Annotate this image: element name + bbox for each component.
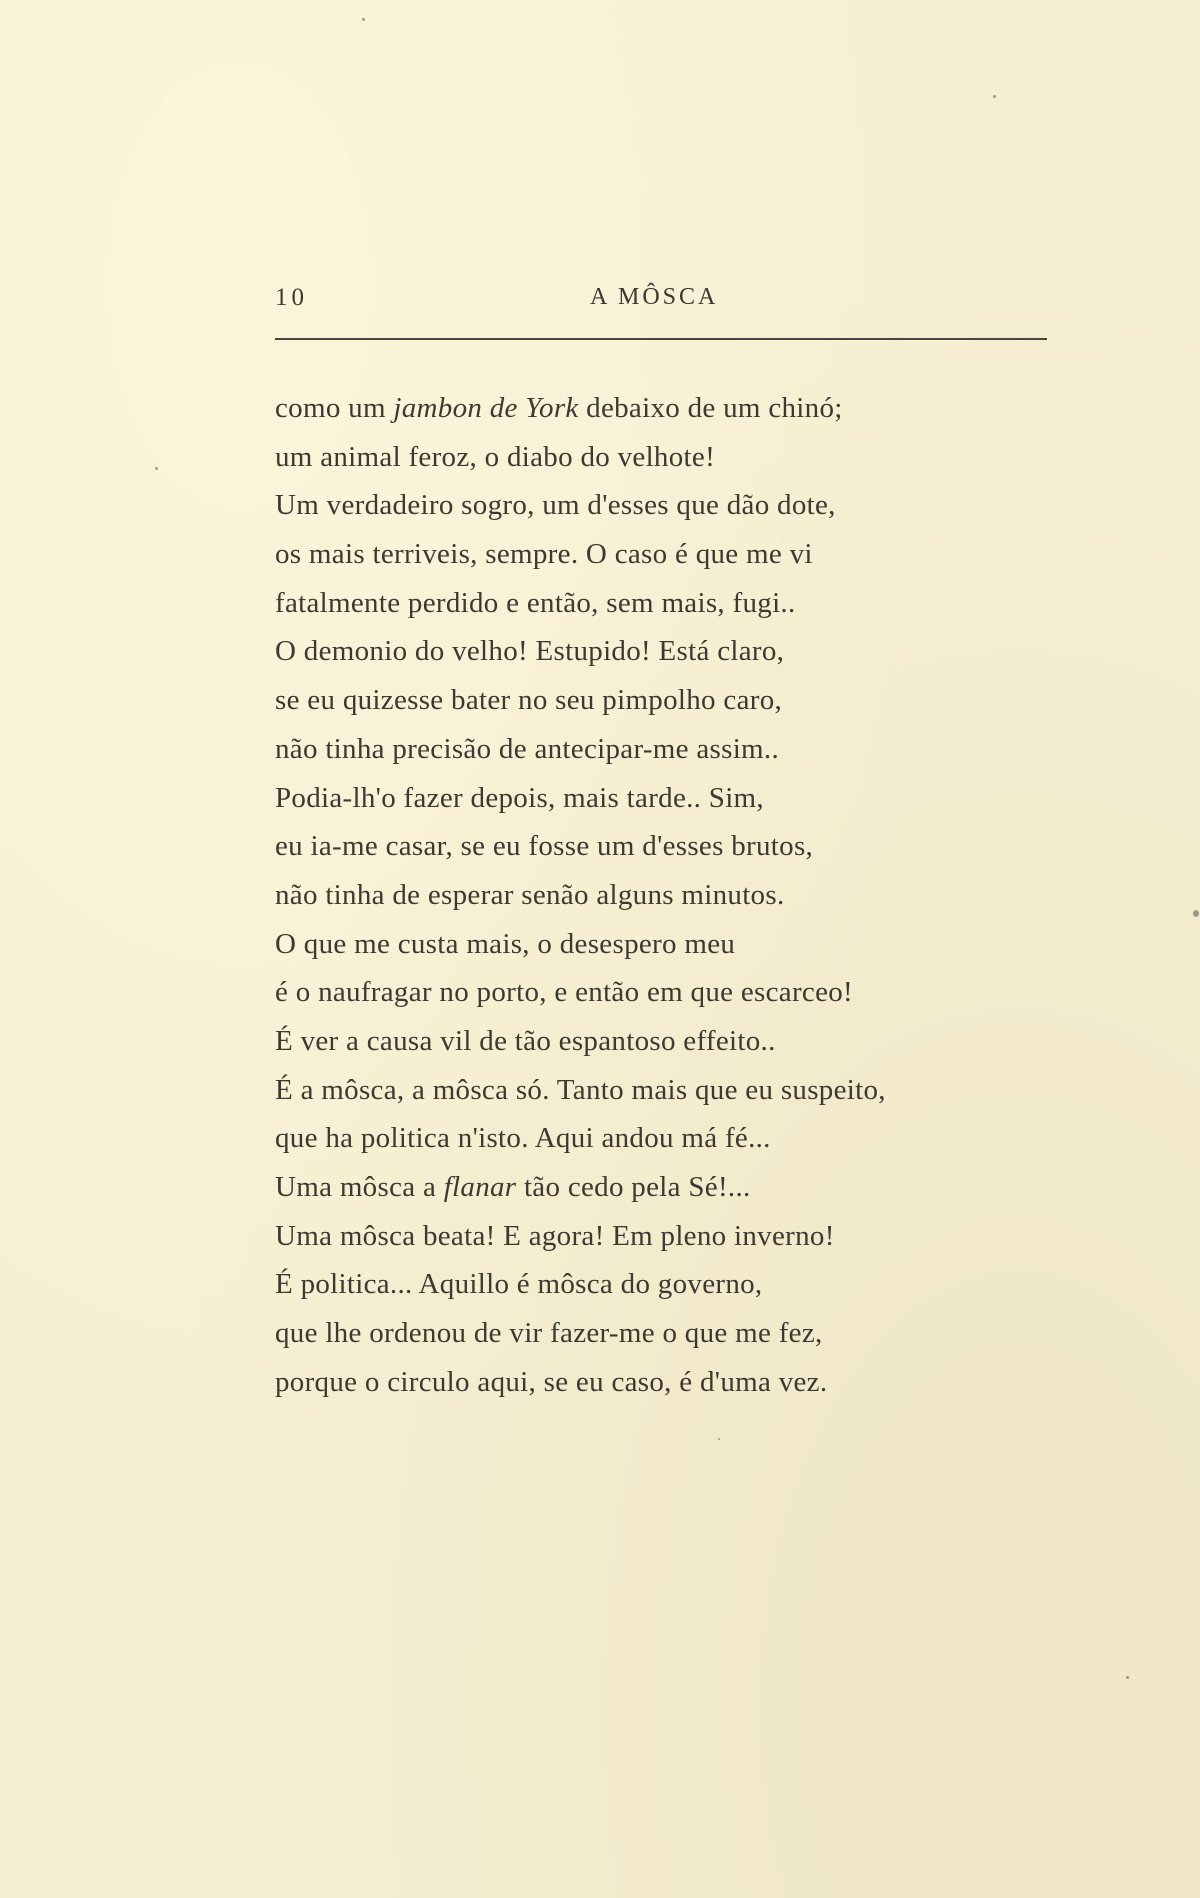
page-header bbox=[275, 284, 1047, 324]
verse-line: Podia-lh'o fazer depois, mais tarde.. Sim, bbox=[275, 781, 764, 814]
verse-line: Uma môsca beata! E agora! Em pleno inverno! bbox=[275, 1219, 835, 1252]
verse-line: não tinha precisão de antecipar-me assim.. bbox=[275, 732, 780, 765]
paper-speck bbox=[362, 18, 365, 21]
paper-speck bbox=[718, 1438, 720, 1440]
verse-line: É a môsca, a môsca só. Tanto mais que eu suspeito, bbox=[275, 1073, 886, 1106]
verse-line: O que me custa mais, o desespero meu bbox=[275, 927, 736, 960]
verse-block bbox=[275, 384, 1035, 1406]
verse-line: porque o circulo aqui, se eu caso, é d'uma vez. bbox=[275, 1365, 828, 1398]
verse-line: como um jambon de York debaixo de um chinó; bbox=[275, 392, 843, 424]
paper-speck bbox=[993, 95, 996, 98]
verse-line: que ha politica n'isto. Aqui andou má fé... bbox=[275, 1122, 771, 1155]
verse-line: é o naufragar no porto, e então em que escarceo! bbox=[275, 976, 854, 1009]
paper-speck bbox=[1126, 1676, 1129, 1679]
verse-line: O demonio do velho! Estupido! Está claro, bbox=[275, 635, 785, 668]
verse-line: Uma môsca a flanar tão cedo pela Sé!... bbox=[275, 1171, 751, 1203]
verse-line: Um verdadeiro sogro, um d'esses que dão dote, bbox=[275, 489, 836, 522]
verse-line: não tinha de esperar senão alguns minutos. bbox=[275, 878, 785, 911]
running-title: A MÔSCA bbox=[590, 284, 719, 310]
verse-line: eu ia-me casar, se eu fosse um d'esses brutos, bbox=[275, 830, 814, 863]
page-number: 10 bbox=[275, 284, 308, 311]
verse-line: É politica... Aquillo é môsca do governo, bbox=[275, 1268, 763, 1301]
verse-line: fatalmente perdido e então, sem mais, fugi.. bbox=[275, 586, 796, 619]
verse-line: os mais terriveis, sempre. O caso é que me vi bbox=[275, 538, 813, 571]
verse-line: que lhe ordenou de vir fazer-me o que me fez, bbox=[275, 1317, 823, 1350]
paper-speck bbox=[1193, 910, 1199, 917]
paper-speck bbox=[155, 467, 158, 470]
verse-line: um animal feroz, o diabo do velhote! bbox=[275, 440, 716, 473]
header-rule bbox=[275, 338, 1047, 340]
verse-line: se eu quizesse bater no seu pimpolho caro, bbox=[275, 684, 783, 717]
verse-line: É ver a causa vil de tão espantoso effeito.. bbox=[275, 1024, 776, 1057]
